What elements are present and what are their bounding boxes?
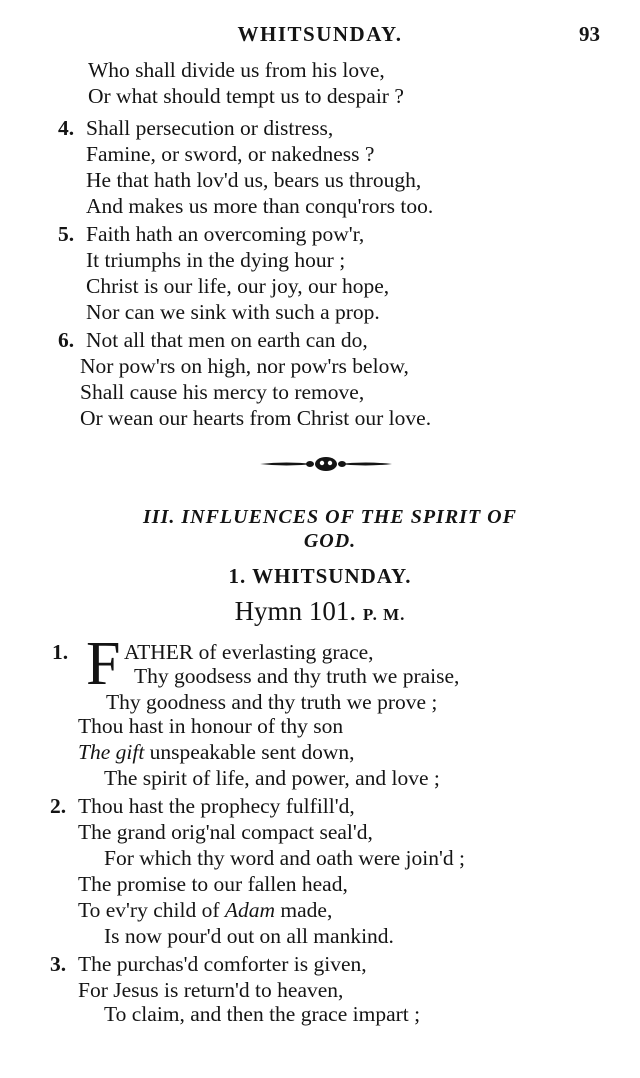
verse-line: For which thy word and oath were join'd ;	[104, 846, 465, 870]
verse-line	[50, 794, 355, 819]
page-number: 93	[579, 22, 600, 46]
verse-text: Not all that men on earth can do,	[86, 328, 368, 352]
verse-line: The spirit of life, and power, and love ;	[104, 766, 440, 790]
verse-line: He that hath lov'd us, bears us through,	[86, 168, 422, 192]
verse-line: The grand orig'nal compact seal'd,	[78, 820, 373, 844]
section-heading-cont: GOD.	[303, 530, 357, 552]
verse-text: Faith hath an overcoming pow'r,	[86, 222, 365, 246]
verse-line	[58, 116, 333, 141]
verse-text: The purchas'd comforter is given,	[78, 952, 367, 976]
verse-text: Thou hast the prophecy fulfill'd,	[78, 794, 355, 818]
verse-line: For Jesus is return'd to heaven,	[78, 978, 344, 1002]
ornament-divider	[256, 453, 396, 475]
verse-line: Nor can we sink with such a prop.	[86, 300, 380, 324]
verse-line: Nor pow'rs on high, nor pow'rs below,	[80, 354, 409, 378]
verse-line: It triumphs in the dying hour ;	[86, 248, 346, 272]
verse-line	[78, 740, 354, 765]
verse-line: And makes us more than conqu'rors too.	[86, 194, 434, 218]
verse-line: ATHER of everlasting grace,	[124, 640, 374, 664]
hymn-title	[0, 596, 640, 627]
verse-line: Shall cause his mercy to remove,	[80, 380, 365, 404]
drop-cap: F	[86, 630, 121, 698]
hymn-meter: P. M.	[362, 605, 406, 624]
verse-line: Thy goodness and thy truth we prove ;	[106, 690, 438, 714]
verse-line	[58, 328, 368, 353]
verse-italic: The gift	[78, 740, 145, 764]
verse-line: Thou hast in honour of thy son	[78, 714, 344, 738]
stanza-number: 2.	[50, 794, 67, 818]
verse-line: Christ is our life, our joy, our hope,	[86, 274, 390, 298]
stanza-number: 6.	[58, 328, 75, 352]
verse-line: To claim, and then the grace impart ;	[104, 1002, 421, 1026]
verse-line: Famine, or sword, or nakedness ?	[86, 142, 375, 166]
verse-line: The promise to our fallen head,	[78, 872, 348, 896]
stanza-number: 5.	[58, 222, 75, 246]
verse-line: Is now pour'd out on all mankind.	[104, 924, 394, 948]
verse-line	[50, 952, 367, 977]
section-heading: III. INFLUENCES OF THE SPIRIT OF	[143, 506, 517, 528]
verse-line: Or wean our hearts from Christ our love.	[80, 406, 432, 430]
stanza-number: 1.	[52, 640, 69, 664]
verse-text: unspeakable sent down,	[144, 740, 355, 764]
verse-text: made,	[275, 898, 333, 922]
verse-line: Or what should tempt us to despair ?	[88, 84, 404, 108]
verse-text: Shall persecution or distress,	[86, 116, 334, 140]
verse-line: Thy goodsess and thy truth we praise,	[134, 664, 460, 688]
verse-line: Who shall divide us from his love,	[88, 58, 385, 82]
sub-heading: 1. WHITSUNDAY.	[228, 564, 412, 588]
hymn-number: Hymn 101.	[234, 596, 357, 626]
running-head	[0, 22, 640, 52]
stanza-number: 4.	[58, 116, 75, 140]
stanza-number: 3.	[50, 952, 67, 976]
verse-italic: Adam	[224, 898, 276, 922]
verse-line	[78, 898, 332, 923]
running-title: WHITSUNDAY.	[237, 22, 403, 46]
verse-line	[58, 222, 364, 247]
verse-text: To ev'ry child of	[78, 898, 225, 922]
